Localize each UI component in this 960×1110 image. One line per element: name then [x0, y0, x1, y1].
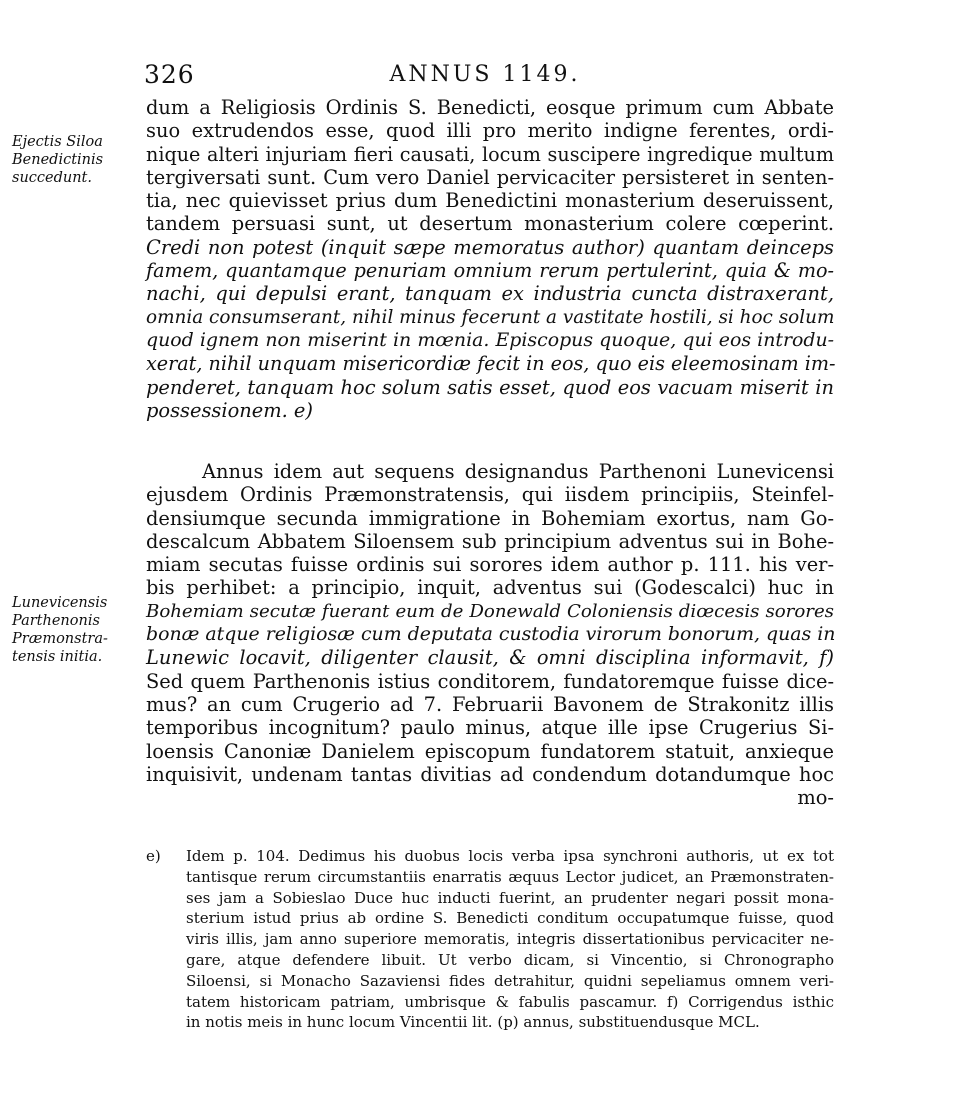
text-line: dum a Religiosis Ordinis S. Benedicti, eosque primum cum Abbate — [146, 96, 834, 119]
text-line: densiumque secunda immigratione in Bohemiam exortus, nam Go- — [146, 506, 834, 530]
footnote-line: gare, atque defendere libuit. Ut verbo dicam, si Vincentio, si Chronographo — [186, 950, 834, 969]
margin-note-line: Parthenonis — [12, 613, 100, 629]
footnote-marker: e) — [146, 847, 161, 865]
quote-line: possessionem. e) — [146, 398, 313, 422]
quote-line: xerat, nihil unquam misericordiæ fecit in eos, quo eis eleemosinam im- — [146, 352, 836, 376]
footnote-line: Siloensi, si Monacho Sazaviensi fides detrahitur, quidni sepeliamus omnem veri- — [186, 971, 834, 990]
text-line: suo extrudendos esse, quod illi pro merito indigne ferentes, ordi- — [146, 119, 834, 143]
margin-note-ejectis — [12, 133, 140, 187]
text-line: tergiversati sunt. Cum vero Daniel pervicaciter persisteret in senten- — [146, 165, 834, 189]
text-line: tia, nec quievisset prius dum Benedictini monasterium deseruissent, — [146, 189, 834, 213]
margin-note-lunevicensis — [12, 594, 140, 666]
footnote-line: ses jam a Sobieslao Duce huc inducti fuerint, an prudenter negari possit mona- — [186, 888, 834, 907]
quote-line: penderet, tanquam hoc solum satis esset, quod eos vacuam miserit in — [146, 375, 834, 399]
text-line: loensis Canoniæ Danielem episcopum fundatorem statuit, anxieque — [146, 739, 834, 763]
text-line: miam secutas fuisse ordinis sui sorores idem author p. 111. his ver- — [146, 553, 834, 577]
text-line: mus? an cum Crugerio ad 7. Februarii Bavonem de Strakonitz illis — [146, 692, 834, 716]
quote-line: Bohemiam secutæ fuerant eum de Donewald Coloniensis diœcesis sorores — [146, 600, 834, 622]
footnote-line: tatem historicam patriam, umbrisque & fabulis pascamur. f) Corrigendus isthic — [186, 992, 834, 1011]
margin-note-line: tensis initia. — [12, 649, 103, 665]
text-line: descalcum Abbatem Siloensem sub principium adventus sui in Bohe- — [146, 529, 834, 553]
footnote-line — [146, 846, 834, 867]
quote-line: famem, quantamque penuriam omnium rerum pertulerint, quia & mo- — [146, 259, 834, 283]
quote-line: bonæ atque religiosæ cum deputata custodia virorum bonorum, quas in — [146, 623, 836, 646]
margin-note-line: Benedictinis — [12, 152, 104, 168]
text-line: Annus idem aut sequens designandus Parthenoni Lunevicensi — [202, 460, 834, 483]
text-line: inquisivit, undenam tantas divitias ad condendum dotandumque hoc — [146, 762, 834, 786]
quote-line: quod ignem non miserint in mœnia. Episcopus quoque, qui eos introdu- — [146, 328, 834, 351]
margin-note-line: succedunt. — [12, 170, 92, 186]
text-line: ejusdem Ordinis Præmonstratensis, qui iisdem principiis, Steinfel- — [146, 483, 834, 507]
paragraph-1 — [146, 96, 834, 422]
running-title: ANNUS 1149. — [389, 62, 581, 87]
text-line: temporibus incognitum? paulo minus, atque ille ipse Crugerius Si- — [146, 716, 834, 740]
footnote-line: in notis meis in hunc locum Vincentii lit. (p) annus, substituendusque MCL. — [186, 1013, 760, 1032]
catchword: mo- — [797, 786, 834, 810]
footnote-line: tantisque rerum circumstantiis enarratis æquus Lector judicet, an Præmonstraten- — [186, 867, 834, 886]
running-head — [140, 60, 830, 94]
margin-note-line: Lunevicensis — [12, 595, 108, 611]
text-line: tandem persuasi sunt, ut desertum monasterium colere cœperint. — [146, 212, 834, 236]
footnote-text: Idem p. 104. Dedimus his duobus locis verba ipsa synchroni authoris, ut ex tot — [186, 847, 834, 865]
quote-line: Credi non potest (inquit sæpe memoratus author) quantam deinceps — [146, 235, 834, 259]
quote-line: nachi, qui depulsi erant, tanquam ex industria cuncta distraxerant, — [146, 282, 834, 306]
margin-note-line: Ejectis Siloa — [12, 134, 103, 150]
quote-line: omnia consumserant, nihil minus fecerunt a vastitate hostili, si hoc solum — [146, 306, 835, 328]
footnotes — [146, 846, 834, 1033]
page-number: 326 — [144, 60, 195, 89]
paragraph-2 — [146, 460, 834, 809]
quote-line: Lunewic locavit, diligenter clausit, & omni disciplina informavit, f) — [146, 646, 834, 670]
footnote-line: viris illis, jam anno superiore memoratis, integris dissertationibus pervicaciter ne- — [186, 930, 834, 949]
text-line: bis perhibet: a principio, inquit, adventus sui (Godescalci) huc in — [146, 576, 834, 600]
text-line: nique alteri injuriam fieri causati, locum suscipere ingredique multum — [146, 142, 834, 166]
margin-note-line: Præmonstra- — [12, 631, 108, 647]
footnote-line: sterium istud prius ab ordine S. Benedicti conditum occupatumque fuisse, quod — [186, 909, 834, 928]
text-line: Sed quem Parthenonis istius conditorem, fundatoremque fuisse dice- — [146, 669, 834, 693]
